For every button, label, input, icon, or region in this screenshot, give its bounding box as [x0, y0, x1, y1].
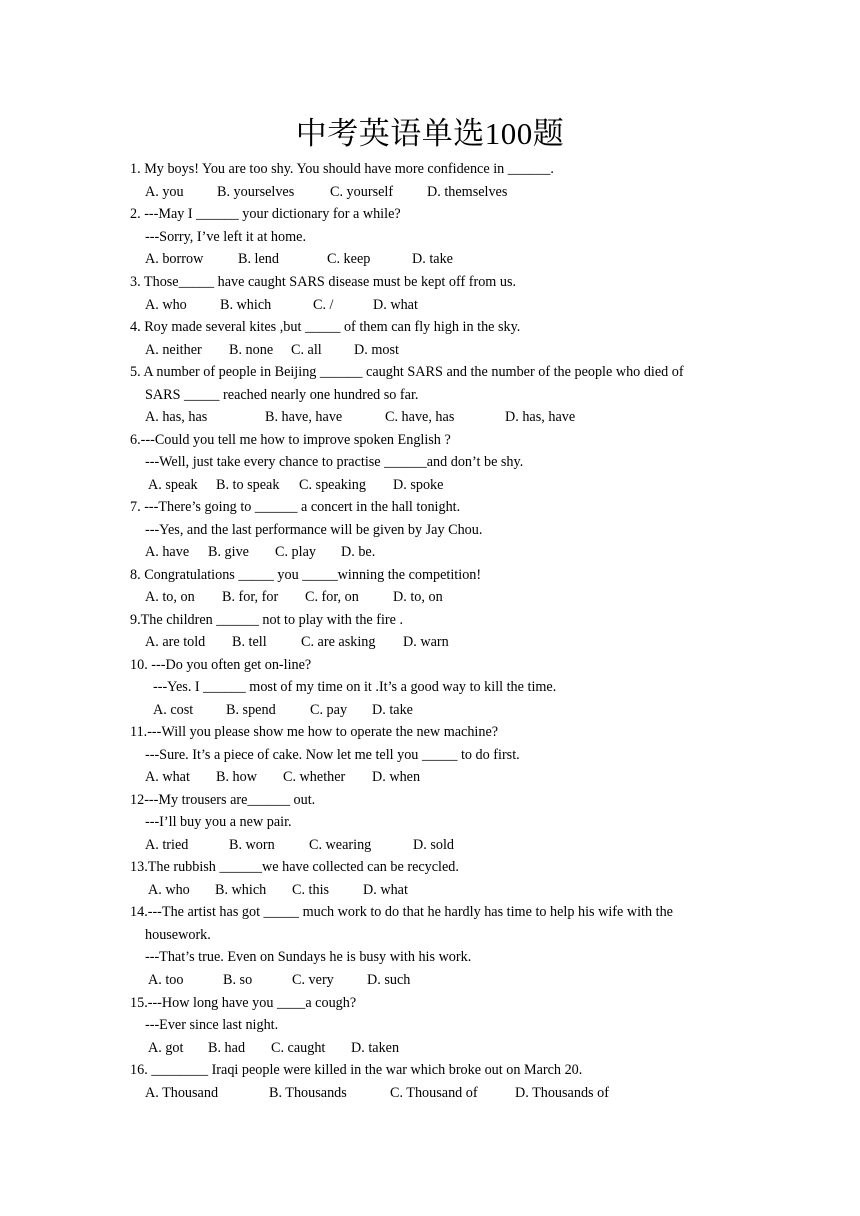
question-3-stem: 3. Those_____ have caught SARS disease must be kept off from us.	[130, 274, 517, 290]
option-d: D. themselves	[427, 184, 508, 200]
option-a: A. borrow	[145, 251, 204, 267]
question-2-reply: ---Sorry, I’ve left it at home.	[145, 229, 306, 245]
question-6-stem: 6.---Could you tell me how to improve spoken English ?	[130, 432, 451, 448]
option-a: A. who	[148, 882, 190, 898]
question-12-stem: 12---My trousers are______ out.	[130, 792, 316, 808]
option-d: D. what	[373, 297, 418, 313]
option-a: A. are told	[145, 634, 206, 650]
question-1-stem: 1. My boys! You are too shy. You should have more confidence in ______.	[130, 161, 554, 177]
option-b: B. to speak	[216, 477, 280, 493]
option-a: A. neither	[145, 342, 202, 358]
question-13-stem: 13.The rubbish ______we have collected can be recycled.	[130, 859, 459, 875]
option-a: A. has, has	[145, 409, 208, 425]
option-d: D. spoke	[393, 477, 444, 493]
option-c: C. wearing	[309, 837, 372, 853]
question-8-stem: 8. Congratulations _____ you _____winning the competition!	[130, 567, 482, 583]
option-c: C. pay	[310, 702, 348, 718]
question-15-reply: ---Ever since last night.	[145, 1017, 279, 1033]
option-a: A. to, on	[145, 589, 195, 605]
question-2-stem: 2. ---May I ______ your dictionary for a while?	[130, 206, 401, 222]
option-b: B. worn	[229, 837, 275, 853]
option-b: B. for, for	[222, 589, 279, 605]
option-c: C. Thousand of	[390, 1085, 478, 1101]
option-d: D. take	[372, 702, 413, 718]
question-16-stem: 16. ________ Iraqi people were killed in the war which broke out on March 20.	[130, 1062, 583, 1078]
option-d: D. take	[412, 251, 453, 267]
option-a: A. got	[148, 1040, 184, 1056]
option-b: B. have, have	[265, 409, 343, 425]
option-d: D. be.	[341, 544, 376, 560]
page-title: 中考英语单选100题	[295, 116, 565, 151]
option-d: D. sold	[413, 837, 454, 853]
option-d: D. taken	[351, 1040, 400, 1056]
option-c: C. this	[292, 882, 330, 898]
option-b: B. tell	[232, 634, 267, 650]
question-5-stem: 5. A number of people in Beijing ______ caught SARS and the number of the people who died of	[130, 364, 684, 380]
option-a: A. what	[145, 769, 190, 785]
option-c: C. play	[275, 544, 316, 560]
option-c: C. speaking	[299, 477, 366, 493]
option-a: A. tried	[145, 837, 189, 853]
option-c: C. all	[291, 342, 322, 358]
option-b: B. give	[208, 544, 249, 560]
question-12-reply: ---I’ll buy you a new pair.	[145, 814, 292, 830]
option-c: C. very	[292, 972, 334, 988]
option-b: B. lend	[238, 251, 279, 267]
option-d: D. warn	[403, 634, 449, 650]
option-d: D. Thousands of	[515, 1085, 609, 1101]
option-a: A. Thousand	[145, 1085, 219, 1101]
option-a: A. speak	[148, 477, 198, 493]
option-a: A. who	[145, 297, 187, 313]
option-b: B. so	[223, 972, 253, 988]
question-14-stem: 14.---The artist has got _____ much work to do that he hardly has time to help his wife with the	[130, 904, 673, 920]
option-d: D. to, on	[393, 589, 443, 605]
option-d: D. what	[363, 882, 408, 898]
option-d: D. such	[367, 972, 411, 988]
option-b: B. none	[229, 342, 274, 358]
option-b: B. which	[220, 297, 272, 313]
option-d: D. most	[354, 342, 399, 358]
option-c: C. yourself	[330, 184, 394, 200]
option-b: B. how	[216, 769, 257, 785]
option-c: C. /	[313, 297, 334, 313]
question-15-stem: 15.---How long have you ____a cough?	[130, 995, 357, 1011]
option-b: B. spend	[226, 702, 276, 718]
option-a: A. too	[148, 972, 184, 988]
option-c: C. whether	[283, 769, 346, 785]
question-6-reply: ---Well, just take every chance to practise ______and don’t be shy.	[145, 454, 524, 470]
option-c: C. for, on	[305, 589, 359, 605]
question-7-reply: ---Yes, and the last performance will be given by Jay Chou.	[145, 522, 483, 538]
option-a: A. cost	[153, 702, 194, 718]
option-b: B. had	[208, 1040, 246, 1056]
option-c: C. keep	[327, 251, 371, 267]
question-14-reply: ---That’s true. Even on Sundays he is busy with his work.	[145, 949, 472, 965]
question-14-stem-cont: housework.	[145, 927, 211, 943]
question-4-stem: 4. Roy made several kites ,but _____ of them can fly high in the sky.	[130, 319, 521, 335]
option-a: A. have	[145, 544, 190, 560]
option-b: B. yourselves	[217, 184, 295, 200]
question-11-reply: ---Sure. It’s a piece of cake. Now let me tell you _____ to do first.	[145, 747, 520, 763]
option-b: B. Thousands	[269, 1085, 347, 1101]
option-c: C. caught	[271, 1040, 326, 1056]
question-10-reply: ---Yes. I ______ most of my time on it .It’s a good way to kill the time.	[153, 679, 557, 695]
question-7-stem: 7. ---There’s going to ______ a concert in the hall tonight.	[130, 499, 461, 515]
question-11-stem: 11.---Will you please show me how to operate the new machine?	[130, 724, 499, 740]
option-c: C. have, has	[385, 409, 455, 425]
option-d: D. when	[372, 769, 421, 785]
option-d: D. has, have	[505, 409, 576, 425]
question-9-stem: 9.The children ______ not to play with the fire .	[130, 612, 404, 628]
option-b: B. which	[215, 882, 267, 898]
option-a: A. you	[145, 184, 184, 200]
question-10-stem: 10. ---Do you often get on-line?	[130, 657, 312, 673]
option-c: C. are asking	[301, 634, 376, 650]
question-5-stem-cont: SARS _____ reached nearly one hundred so far.	[145, 387, 419, 403]
